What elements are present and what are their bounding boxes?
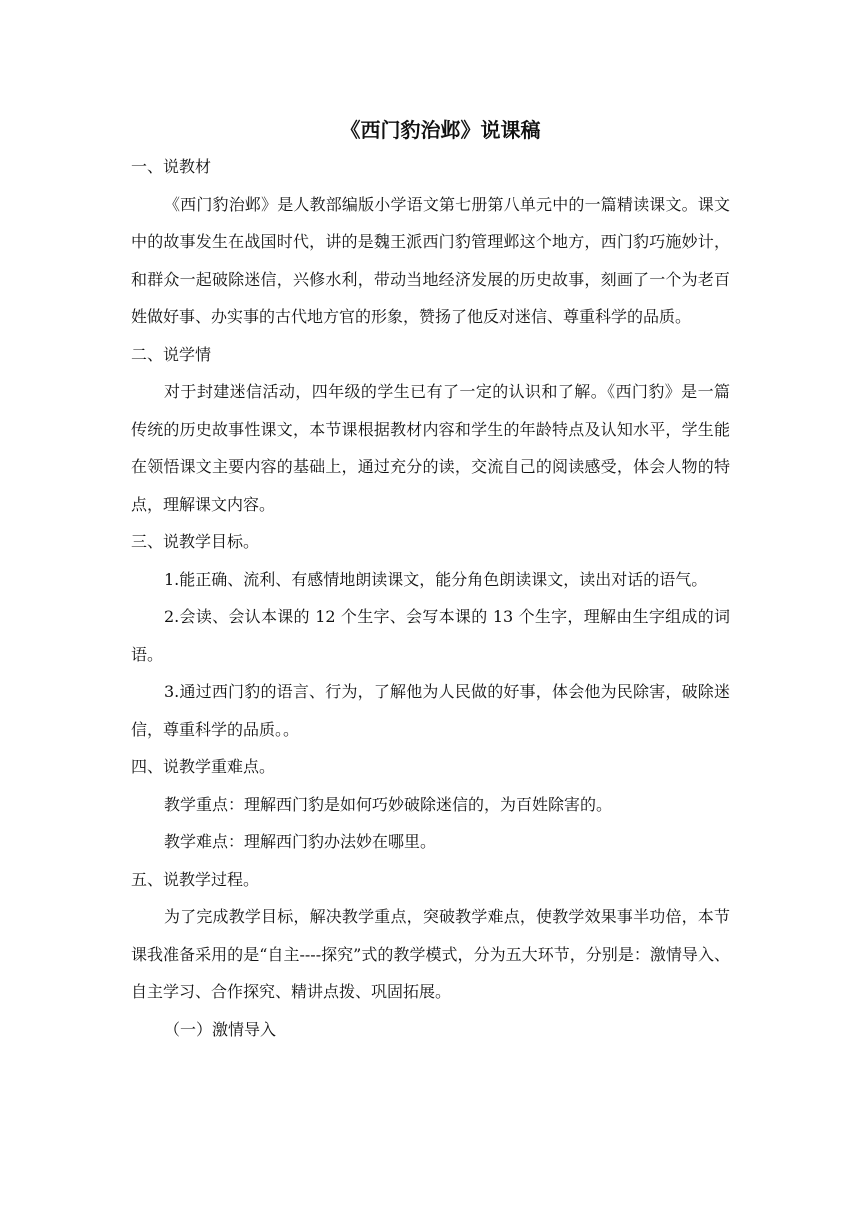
document-title: 《西门豹治邺》说课稿 [340,118,541,142]
document-body [131,112,730,1048]
paragraph-process: 为了完成教学目标，解决教学重点，突破教学难点，使教学效果事半功倍，本节课我准备采用的是“自主----探究”式的教学模式，分为五大环节，分别是：激情导入、自主学习、合作探究、精讲点拨、巩固拓展。 [131,907,730,1001]
section-heading-key-points: 四、说教学重难点。 [131,757,276,776]
key-point: 教学重点：理解西门豹是如何巧妙破除迷信的，为百姓除害的。 [164,794,613,814]
section-heading-objectives: 三、说教学目标。 [131,532,260,551]
subheading-introduction: （一）激情导入 [164,1019,277,1039]
paragraph-students: 对于封建迷信活动，四年级的学生已有了一定的认识和了解。《西门豹》是一篇传统的历史故事性课文，本节课根据教材内容和学生的年龄特点及认知水平，学生能在领悟课文主要内容的基础上，通过充分的读，交流自己的阅读感受，体会人物的特点，理解课文内容。 [131,382,730,514]
section-heading-students: 二、说学情 [131,344,212,364]
section-heading-textbook: 一、说教材 [131,157,212,176]
objective-item-1: 1.能正确、流利、有感情地朗读课文，能分角色朗读课文，读出对话的语气。 [164,569,708,589]
section-heading-process: 五、说教学过程。 [131,869,260,889]
objective-item-2: 2.会读、会认本课的 12 个生字、会写本课的 13 个生字，理解由生字组成的词语。 [131,607,730,664]
paragraph-textbook: 《西门豹治邺》是人教部编版小学语文第七册第八单元中的一篇精读课文。课文中的故事发生在战国时代，讲的是魏王派西门豹管理邺这个地方，西门豹巧施妙计，和群众一起破除迷信，兴修水利，带动当地经济发展的历史故事，刻画了一个为老百姓做好事、办实事的古代地方官的形象，赞扬了他反对迷信、尊重科学的品质。 [131,194,730,326]
difficult-point: 教学难点：理解西门豹办法妙在哪里。 [164,832,437,851]
objective-item-3: 3.通过西门豹的语言、行为，了解他为人民做的好事，体会他为民除害，破除迷信，尊重科学的品质。。 [131,682,730,739]
